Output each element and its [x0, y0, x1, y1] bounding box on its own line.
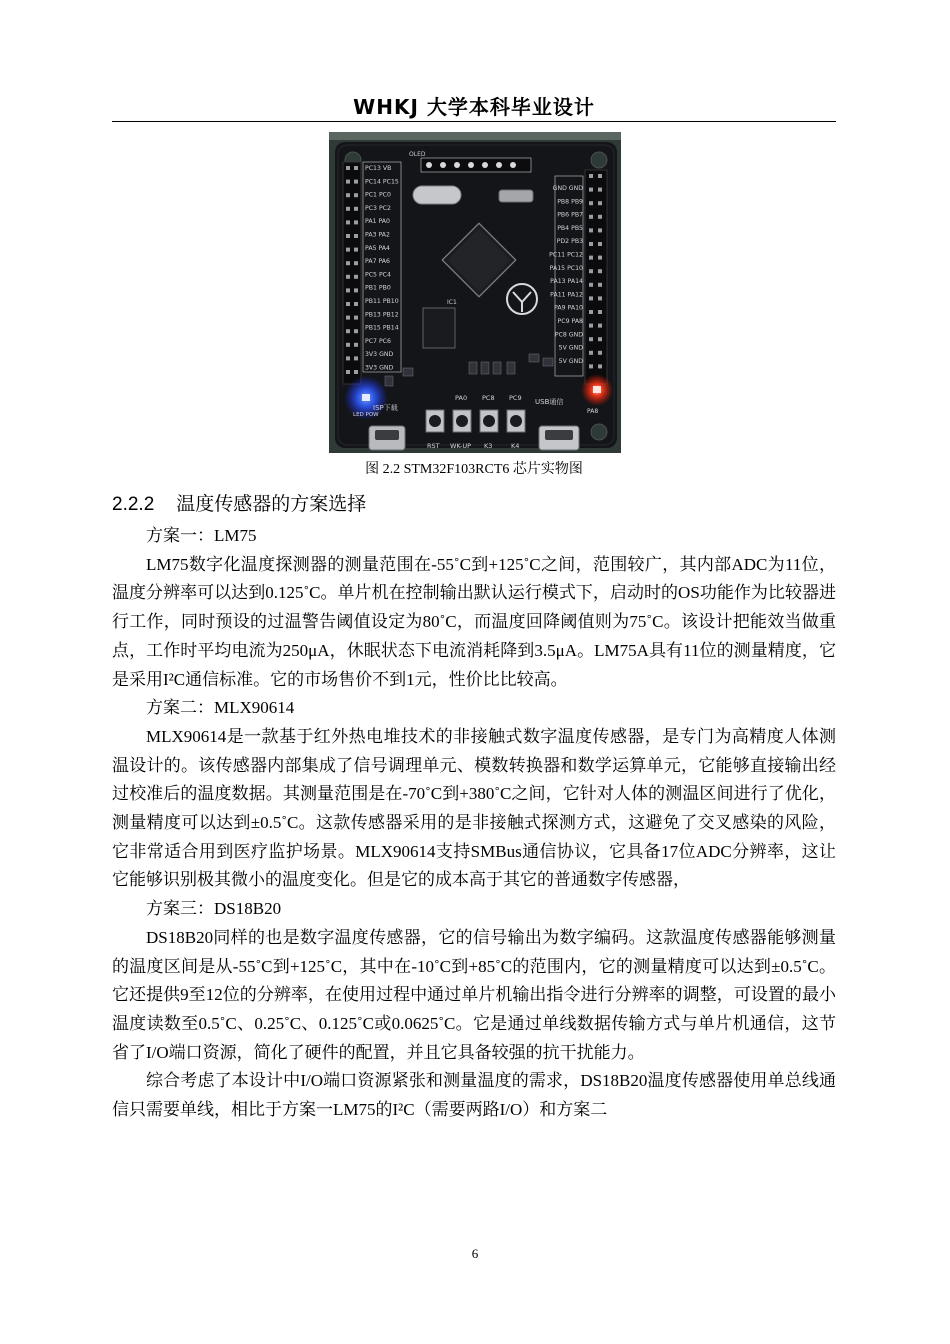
header-pin — [354, 166, 358, 170]
header-rule — [112, 121, 836, 122]
header-pin — [598, 324, 602, 328]
section-number: 2.2.2 — [112, 494, 155, 515]
pin-label: 5V GND — [558, 344, 583, 352]
pin-label: PA1 PA0 — [365, 218, 390, 226]
btn-bottom-label: RST — [427, 442, 440, 450]
pin-label: 3V3 GND — [365, 351, 394, 359]
header-pin — [598, 296, 602, 300]
header-pin — [346, 302, 350, 306]
header-pin — [589, 256, 593, 260]
header-pin — [598, 351, 602, 355]
header-pin — [354, 234, 358, 238]
pin-label: PD2 PB3 — [556, 238, 583, 246]
btn-bottom-label: WK-UP — [450, 442, 472, 450]
paragraph: MLX90614是一款基于红外热电堆技术的非接触式数字温度传感器，是专门为高精度人体测温设计的。该传感器内部集成了信号调理单元、模数转换器和数学运算单元，它能够直接输出经过校准后的温度数据。其测量范围是在-70˚C到+380˚C之间，它针对人体的测温区间进行了优化，测量精度可以达到±0.5˚C。这款传感器采用的是非接触式探测方式，这避免了交叉感染的风险，它非常适合用到医疗监护场景。MLX90614支持SMBus通信协议，它具备17位ADC分辨率，这让它能够识别极其微小的温度变化。但是它的成本高于其它的普通数字传感器， — [112, 726, 836, 890]
usb-label: USB通信 — [535, 398, 564, 406]
header-pin — [346, 343, 350, 347]
header-pin — [354, 288, 358, 292]
pin-label: PA3 PA2 — [365, 231, 390, 239]
header-pin — [354, 180, 358, 184]
header-pin — [589, 188, 593, 192]
pin-label: PC8 GND — [554, 331, 583, 339]
pin-label: PB6 PB7 — [557, 211, 583, 219]
header-pin — [598, 228, 602, 232]
pin-label: PA7 PA6 — [365, 258, 390, 266]
header-pin — [346, 370, 350, 374]
header-pin — [598, 242, 602, 246]
header-pin — [589, 269, 593, 273]
header-pin — [598, 201, 602, 205]
isp-label: ISP下载 — [373, 404, 398, 412]
header-pin — [354, 248, 358, 252]
header-pin — [346, 207, 350, 211]
page-header: WHKJ 大学本科毕业设计 — [353, 95, 595, 119]
btn-top-label: PA0 — [455, 394, 468, 402]
header-pin — [354, 275, 358, 279]
header-pin — [354, 220, 358, 224]
pin-label: PA9 PA10 — [554, 304, 583, 312]
btn-top-label: PC9 — [509, 394, 522, 402]
pin-label: PB11 PB10 — [365, 298, 399, 305]
pin-label: GND GND — [552, 185, 583, 192]
push-button-cap — [429, 415, 441, 427]
header-pin — [346, 166, 350, 170]
pin-label: PC13 VB — [365, 165, 392, 172]
pin-label: PC14 PC15 — [365, 178, 399, 186]
pin-label: PA5 PA4 — [365, 244, 390, 252]
header-pin — [346, 193, 350, 197]
pin-label: PC1 PC0 — [365, 191, 391, 199]
header-pin — [346, 275, 350, 279]
header-pin — [589, 228, 593, 232]
pin-label: PB8 PB9 — [557, 198, 583, 206]
header-pin — [589, 215, 593, 219]
header-pin — [354, 193, 358, 197]
btn-top-label: PC8 — [482, 394, 495, 402]
header-pin — [598, 174, 602, 178]
header-pin — [346, 316, 350, 320]
header-pin — [354, 316, 358, 320]
header-pin — [354, 356, 358, 360]
pin-label: PA13 PA14 — [550, 278, 583, 286]
pin-label: PA15 PC10 — [549, 264, 583, 272]
header-pin — [589, 242, 593, 246]
push-button-cap — [456, 415, 468, 427]
header-pin — [346, 180, 350, 184]
btn-bottom-label: K4 — [511, 442, 520, 450]
header-pin — [598, 310, 602, 314]
header-pin — [589, 364, 593, 368]
header-pin — [589, 310, 593, 314]
board-photo — [329, 132, 621, 453]
header-pin — [354, 329, 358, 333]
header-pin — [598, 283, 602, 287]
paragraph: 方案一：LM75 — [146, 526, 257, 545]
led-right-label: PA8 — [587, 408, 599, 415]
header-pin — [589, 324, 593, 328]
header-pin — [598, 337, 602, 341]
pin-label: PC5 PC4 — [365, 271, 391, 279]
led-left-label: LED POW — [353, 412, 379, 418]
page-number: 6 — [471, 1246, 479, 1261]
pin-label: PC7 PC6 — [365, 337, 391, 345]
pin-label: 3V3 GND — [365, 364, 394, 372]
header-pin — [346, 288, 350, 292]
paragraph: LM75数字化温度探测器的测量范围在-55˚C到+125˚C之间，范围较广，其内部ADC为11位，温度分辨率可以达到0.125˚C。单片机在控制输出默认运行模式下，启动时的OS功能作为比较器进行工作，同时预设的过温警告阈值设定为80˚C，而温度回降阈值则为75˚C。该设计把能效当做重点，工作时平均电流为250μA，休眠状态下电流消耗降到3.5μA。LM75A具有11位的测量精度，它是采用I²C通信标准。它的市场售价不到1元，性价比比较高。 — [112, 554, 836, 689]
header-pin — [354, 207, 358, 211]
header-pin — [589, 337, 593, 341]
header-pin — [346, 234, 350, 238]
pin-label: PB4 PB5 — [557, 224, 583, 232]
pin-label: PB1 PB0 — [365, 284, 391, 292]
pin-label: PC3 PC2 — [365, 204, 391, 212]
header-pin — [589, 283, 593, 287]
header-pin — [598, 256, 602, 260]
header-pin — [589, 351, 593, 355]
pin-label: PC11 PC12 — [549, 251, 583, 259]
paragraph: 方案三：DS18B20 — [146, 899, 282, 919]
paragraph: 方案二：MLX90614 — [146, 698, 295, 718]
header-pin — [346, 261, 350, 265]
header-pin — [354, 343, 358, 347]
header-pin — [346, 248, 350, 252]
ic-label: IC1 — [447, 299, 457, 306]
header-pin — [598, 188, 602, 192]
oled-label: OLED — [409, 151, 426, 158]
section-title: 温度传感器的方案选择 — [176, 493, 367, 515]
header-pin — [354, 370, 358, 374]
paragraph: 综合考虑了本设计中I/O端口资源紧张和测量温度的需求，DS18B20温度传感器使用单总线通信只需要单线，相比于方案一LM75的I²C（需要两路I/O）和方案二 — [112, 1071, 836, 1120]
header-pin — [354, 261, 358, 265]
body-text — [112, 522, 836, 1125]
pin-label: PC9 PA8 — [557, 318, 583, 325]
pin-label: 5V GND — [558, 357, 583, 365]
push-button-cap — [483, 415, 495, 427]
header-pin — [346, 220, 350, 224]
pin-label: PB15 PB14 — [365, 324, 399, 332]
push-button-cap — [510, 415, 522, 427]
pin-label: PA11 PA12 — [550, 291, 583, 299]
header-pin — [589, 296, 593, 300]
pin-label: PB13 PB12 — [365, 311, 399, 319]
btn-bottom-label: K3 — [484, 442, 493, 450]
header-pin — [354, 302, 358, 306]
header-pin — [598, 269, 602, 273]
header-pin — [589, 174, 593, 178]
section-heading — [112, 491, 366, 518]
header-pin — [589, 201, 593, 205]
paragraph: DS18B20同样的也是数字温度传感器，它的信号输出为数字编码。这款温度传感器能够测量的温度区间是从-55˚C到+125˚C，其中在-10˚C到+85˚C的范围内，它的测量精度可以达到±0.5˚C。它还提供9至12位的分辨率，在使用过程中通过单片机输出指令进行分辨率的调整，可设置的最小温度读数至0.5˚C、0.25˚C、0.125˚C或0.0625˚C。它是通过单线数据传输方式与单片机通信，这节省了I/O端口资源，简化了硬件的配置，并且它具备较强的抗干扰能力。 — [112, 927, 836, 1062]
header-pin — [346, 356, 350, 360]
header-pin — [346, 329, 350, 333]
header-pin — [598, 215, 602, 219]
figure-caption: 图 2.2 STM32F103RCT6 芯片实物图 — [365, 462, 583, 477]
header-pin — [598, 364, 602, 368]
